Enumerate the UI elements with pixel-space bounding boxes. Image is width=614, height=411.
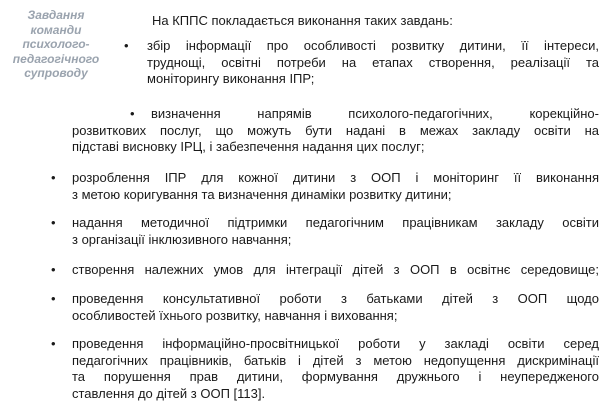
item-line: з метою коригування та визначення динаміки розвитку дитини; — [72, 186, 452, 202]
item-line: з організації інклюзивного навчання; — [72, 231, 292, 247]
task-list-item — [72, 336, 599, 402]
task-list-item — [72, 106, 599, 156]
item-line: та порушення прав дитини, формування дружнього і неупередженого — [72, 369, 599, 384]
item-line: створення належних умов для інтеграції дітей з ООП в освітнє середовище; — [72, 262, 599, 277]
sidebar-heading — [0, 8, 112, 81]
item-line: розвиткових послуг, що можуть бути надані в межах закладу освіти на — [72, 122, 599, 138]
item-line: педагогічних працівників, батьків і дітей з метою недопущення дискримінації — [72, 352, 599, 368]
bullet-icon: • — [51, 262, 56, 277]
item-line: підставі висновку ІРЦ, і забезпечення надання цих послуг; — [72, 139, 425, 154]
task-list-item — [72, 170, 599, 203]
item-line: труднощі, освітні потреби на етапах створення, реалізації та — [147, 54, 599, 70]
sidebar-heading-line: педагогічного — [12, 51, 100, 66]
bullet-icon: • — [130, 106, 135, 121]
bullet-icon: • — [51, 336, 56, 351]
item-line: визначення напрямів психолого-педагогічних, корекційно- — [151, 106, 599, 121]
intro-sentence: На КППС покладається виконання таких завдань: — [152, 13, 453, 28]
task-list-item — [72, 215, 599, 248]
sidebar-heading-line: Завдання — [27, 8, 85, 22]
sidebar-heading-line: супроводу — [24, 66, 88, 80]
item-line: моніторингу виконання ІПР; — [147, 71, 315, 86]
item-line: особливостей їхнього розвитку, навчання і виховання; — [72, 307, 398, 323]
item-line: надання методичної підтримки педагогічним працівникам закладу освіти — [72, 215, 599, 230]
task-list-item — [147, 38, 599, 88]
bullet-icon: • — [51, 170, 56, 185]
item-line: розроблення ІПР для кожної дитини з ООП і моніторинг її виконання — [72, 170, 599, 185]
sidebar-heading-line: психолого- — [22, 37, 90, 51]
bullet-icon: • — [51, 215, 56, 230]
sidebar-heading-line: команди — [30, 22, 82, 37]
bullet-icon: • — [124, 38, 129, 53]
bullet-icon: • — [51, 291, 56, 306]
item-line: проведення інформаційно-просвітницької роботи у закладі освіти серед — [72, 336, 599, 351]
task-list-item — [72, 262, 599, 279]
item-line: збір інформації про особливості розвитку дитини, її інтереси, — [147, 38, 599, 53]
item-line: проведення консультативної роботи з батьками дітей з ООП щодо — [72, 291, 599, 306]
item-line: ставлення до дітей з ООП [113]. — [72, 385, 266, 401]
task-list-item — [72, 291, 599, 324]
